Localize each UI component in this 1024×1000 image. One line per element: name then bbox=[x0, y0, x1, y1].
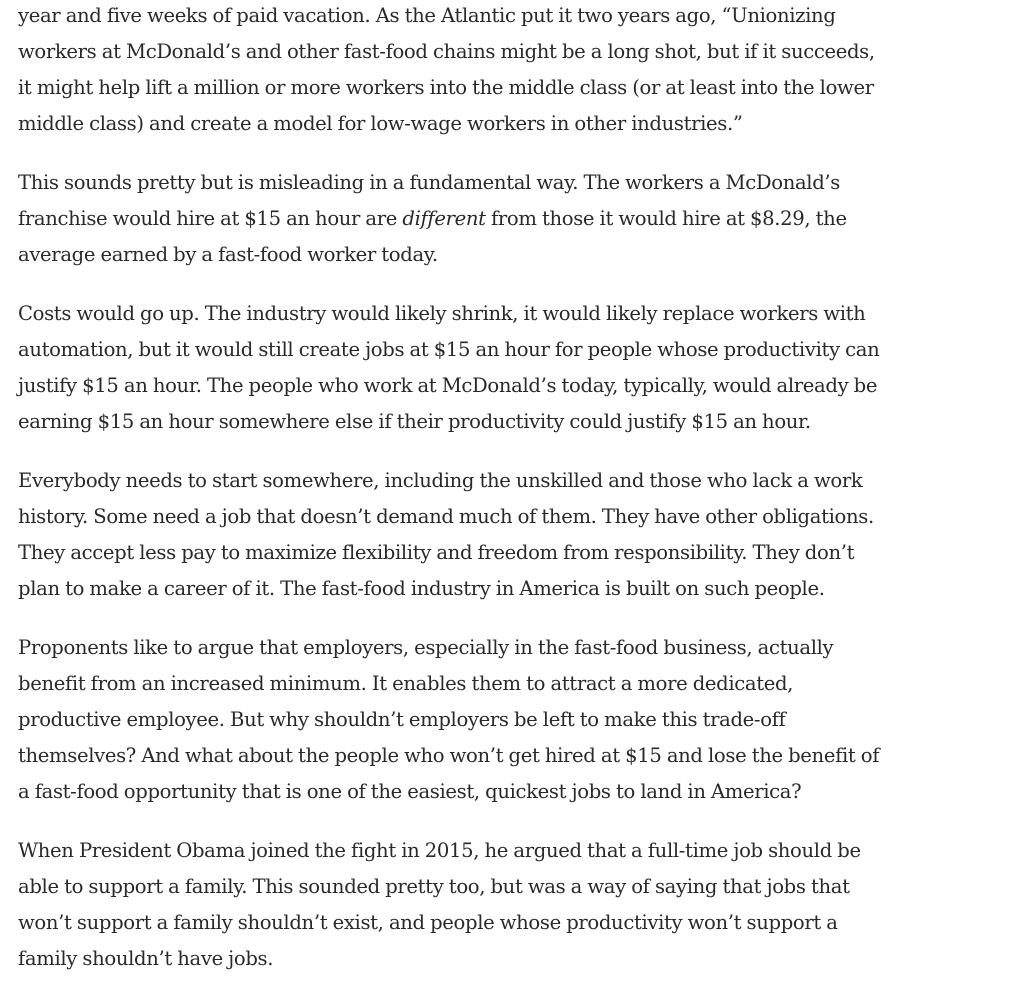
text-line: Proponents like to argue that employers, especially in the fast-food business, actually bbox=[18, 636, 834, 659]
text-line: won’t support a family shouldn’t exist, and people whose productivity won’t support a bbox=[18, 911, 838, 934]
emphasis-different: different bbox=[402, 207, 486, 230]
text-line: average earned by a fast-food worker today. bbox=[18, 243, 438, 266]
text-line: This sounds pretty but is misleading in a fundamental way. The workers a McDonald’s bbox=[18, 171, 840, 194]
text-line: year and five weeks of paid vacation. As the Atlantic put it two years ago, “Unionizing bbox=[18, 4, 836, 27]
text-line: Everybody needs to start somewhere, including the unskilled and those who lack a work bbox=[18, 469, 863, 492]
text-line: history. Some need a job that doesn’t demand much of them. They have other obligations. bbox=[18, 505, 874, 528]
text-line: middle class) and create a model for low-wage workers in other industries.” bbox=[18, 112, 743, 135]
text-line: earning $15 an hour somewhere else if their productivity could justify $15 an hour. bbox=[18, 410, 811, 433]
text-line: family shouldn’t have jobs. bbox=[18, 947, 274, 970]
paragraph-proponents bbox=[18, 630, 1008, 810]
paragraph-obama bbox=[18, 833, 1008, 977]
paragraph-start-somewhere bbox=[18, 463, 1008, 607]
text-line: plan to make a career of it. The fast-food industry in America is built on such people. bbox=[18, 577, 825, 600]
text-line: Costs would go up. The industry would likely shrink, it would likely replace workers with bbox=[18, 302, 866, 325]
text-line: benefit from an increased minimum. It enables them to attract a more dedicated, bbox=[18, 672, 794, 695]
text-line: franchise would hire at $15 an hour are bbox=[18, 207, 403, 230]
text-line: from those it would hire at $8.29, the bbox=[485, 207, 847, 230]
text-line: justify $15 an hour. The people who work at McDonald’s today, typically, would already be bbox=[18, 374, 878, 397]
paragraph-misleading bbox=[18, 165, 1008, 273]
text-line: able to support a family. This sounded pretty too, but was a way of saying that jobs that bbox=[18, 875, 850, 898]
text-line: workers at McDonald’s and other fast-food chains might be a long shot, but if it succeeds, bbox=[18, 40, 875, 63]
paragraph-atlantic-quote bbox=[18, 0, 1008, 142]
paragraph-costs bbox=[18, 296, 1008, 440]
text-line: When President Obama joined the fight in 2015, he argued that a full-time job should be bbox=[18, 839, 861, 862]
text-line: a fast-food opportunity that is one of the easiest, quickest jobs to land in America? bbox=[18, 780, 802, 803]
text-line: They accept less pay to maximize flexibility and freedom from responsibility. They don’t bbox=[18, 541, 855, 564]
text-line: automation, but it would still create jobs at $15 an hour for people whose productivity can bbox=[18, 338, 880, 361]
text-line: themselves? And what about the people who won’t get hired at $15 and lose the benefit of bbox=[18, 744, 880, 767]
text-line: it might help lift a million or more workers into the middle class (or at least into the lower bbox=[18, 76, 874, 99]
article-body bbox=[18, 0, 1008, 1000]
text-line: productive employee. But why shouldn’t employers be left to make this trade-off bbox=[18, 708, 786, 731]
